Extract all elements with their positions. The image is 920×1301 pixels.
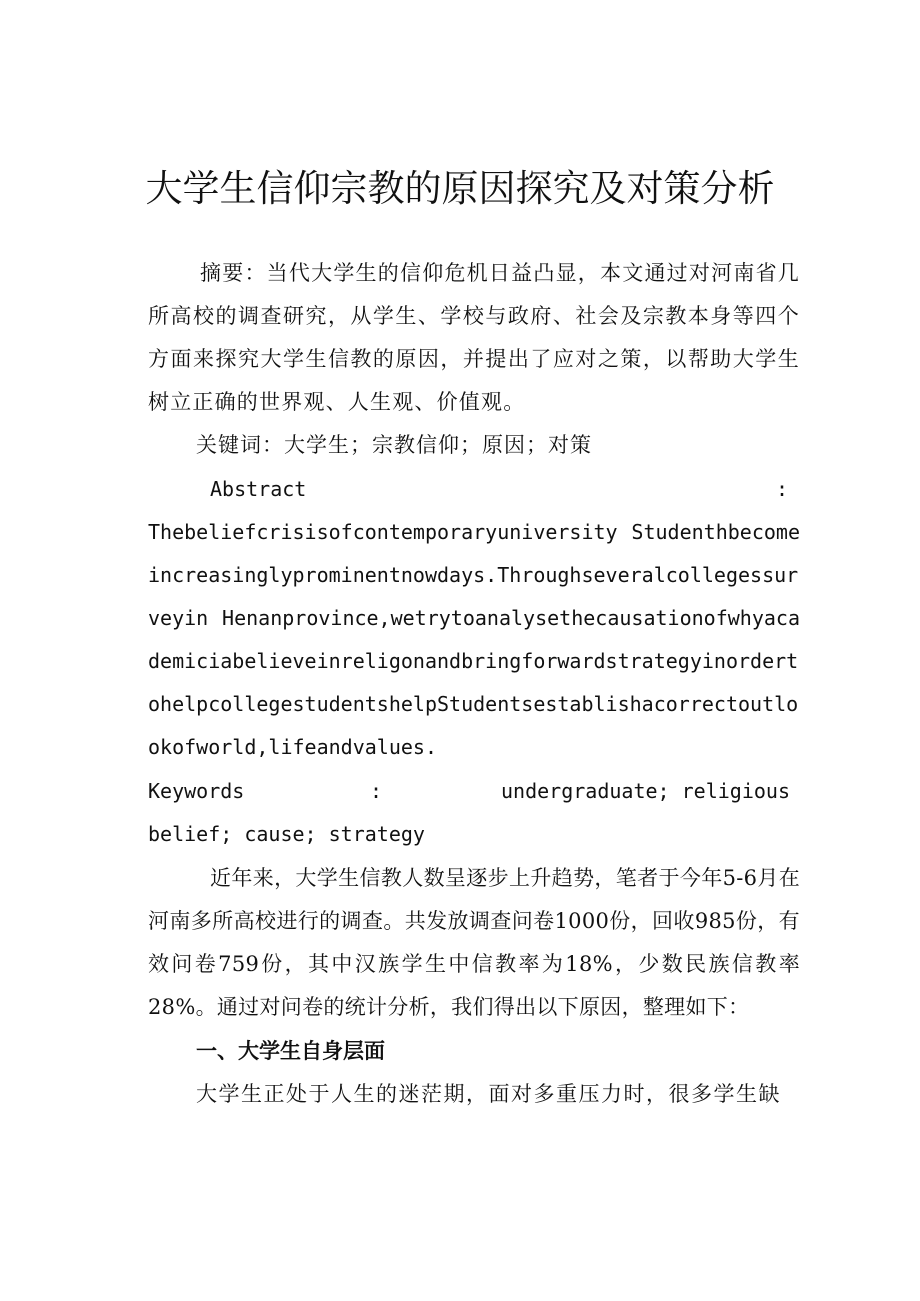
keywords-colon: : — [370, 779, 383, 803]
body-paragraph: 近年来，大学生信教人数呈逐步上升趋势，笔者于今年5-6月在河南多所高校进行的调查。共发放调查问卷1000份，回收985份，有效问卷759份，其中汉族学生中信教率为18%，少数民族信教率28%。通过对问卷的统计分析，我们得出以下原因，整理如下： — [148, 866, 800, 1019]
keywords-label: Keywords — [148, 779, 245, 803]
english-keywords-row — [148, 770, 800, 813]
abstract-label: Abstract — [210, 477, 307, 501]
english-abstract-heading — [148, 468, 800, 511]
document-title: 大学生信仰宗教的原因探究及对策分析 — [145, 167, 775, 210]
english-abstract: Thebeliefcrisisofcontemporaryuniversity Studenthbecomeincreasinglyprominentnowdays.Throughseveralcollegessurveyin Henanprovince,wetrytoanalysethecausationofwhyacademiciabelieveinreligonandbringforwardstrategyinordertohelpcollegestudentshelpStudentsestablishacorrectoutlookofworld,lifeandvalues. — [148, 520, 800, 759]
section-heading: 一、大学生自身层面 — [196, 1039, 385, 1063]
keywords-values-line1: undergraduate; religious — [501, 779, 790, 803]
chinese-abstract: 摘要：当代大学生的信仰危机日益凸显，本文通过对河南省几所高校的调查研究，从学生、学校与政府、社会及宗教本身等四个方面来探究大学生信教的原因，并提出了应对之策，以帮助大学生树立正确的世界观、人生观、价值观。 — [148, 261, 800, 414]
abstract-colon: : — [775, 477, 788, 501]
chinese-keywords: 关键词：大学生；宗教信仰；原因；对策 — [196, 433, 592, 457]
keywords-values-line2: belief; cause; strategy — [148, 822, 425, 846]
section-paragraph: 大学生正处于人生的迷茫期，面对多重压力时，很多学生缺 — [196, 1082, 781, 1106]
